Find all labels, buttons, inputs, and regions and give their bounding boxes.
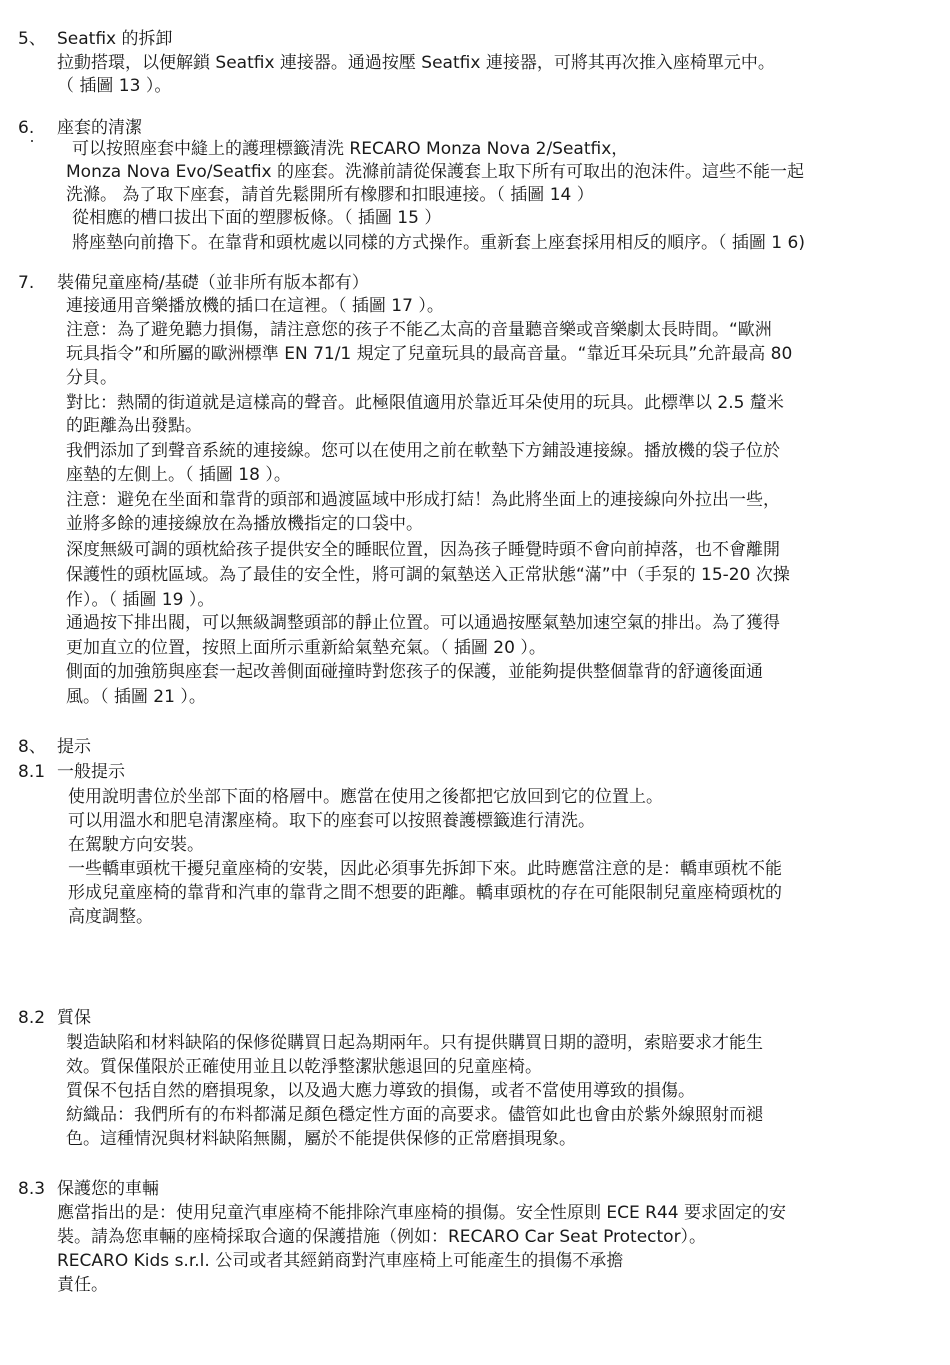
section-8-1-line-1: 使用說明書位於坐部下面的格層中。應當在使用之後都把它放回到它的位置上。	[68, 787, 663, 807]
section-7-line-9: 注意：避免在坐面和靠背的頭部和過渡區域中形成打結！為此將坐面上的連接線向外拉出一些，	[66, 490, 780, 510]
section-6-title: 座套的清潔	[57, 118, 142, 138]
section-7-line-2: 注意：為了避免聽力損傷，請注意您的孩子不能乙太高的音量聽音樂或音樂劇太長時間。“歐洲	[66, 320, 772, 340]
section-7-line-6: 的距離為出發點。	[66, 416, 202, 436]
section-6-line-2: Monza Nova Evo/Seatfix 的座套。洗滌前請從保護套上取下所有可取出的泡沫件。這些不能一起	[66, 162, 805, 182]
section-8-2-title: 質保	[57, 1008, 91, 1028]
section-6-line-4: 從相應的槽口拔出下面的塑膠板條。（ 插圖 15 ）	[72, 208, 442, 228]
section-8-2-line-4: 紡織品：我們所有的布料都滿足顏色穩定性方面的高要求。儘管如此也會由於紫外線照射而褪	[66, 1105, 763, 1125]
section-7-line-1: 連接通用音樂播放機的插口在這裡。（ 插圖 17 ）。	[66, 296, 444, 316]
section-5-line-2: （ 插圖 13 ）。	[57, 76, 172, 96]
section-7-line-5: 對比：熱鬧的街道就是這樣高的聲音。此極限值適用於靠近耳朵使用的玩具。此標準以 2.5 釐米	[66, 393, 784, 413]
section-5-line-1: 拉動搭環，以便解鎖 Seatfix 連接器。通過按壓 Seatfix 連接器，可將其再次推入座椅單元中。	[57, 53, 775, 73]
bullet-dot	[31, 140, 33, 142]
section-8-2-line-1: 製造缺陷和材料缺陷的保修從購買日起為期兩年。只有提供購買日期的證明，索賠要求才能生	[66, 1033, 763, 1053]
section-6-line-5: 將座墊向前擼下。在靠背和頭枕處以同樣的方式操作。重新套上座套採用相反的順序。（ 插圖 1 6)	[72, 233, 805, 253]
section-8-1-line-5: 形成兒童座椅的靠背和汽車的靠背之間不想要的距離。轎車頭枕的存在可能限制兒童座椅頭枕的	[68, 883, 782, 903]
section-7-line-4: 分貝。	[66, 368, 117, 388]
section-7-line-8: 座墊的左側上。（ 插圖 18 ）。	[66, 465, 291, 485]
section-8-1-number: 8.1	[18, 762, 46, 782]
section-8-1-line-3: 在駕駛方向安裝。	[68, 835, 204, 855]
section-7-number: 7.	[18, 273, 35, 293]
section-8-3-line-4: 責任。	[57, 1275, 108, 1295]
section-5-number: 5、	[18, 29, 46, 49]
section-8-2-line-2: 效。質保僅限於正確使用並且以乾淨整潔狀態退回的兒童座椅。	[66, 1057, 542, 1077]
section-7-line-11: 深度無級可調的頭枕給孩子提供安全的睡眠位置，因為孩子睡覺時頭不會向前掉落，也不會離開	[66, 540, 780, 560]
section-7-title: 裝備兒童座椅/基礎（並非所有版本都有）	[57, 273, 369, 293]
section-6-line-3: 洗滌。 為了取下座套，請首先鬆開所有橡膠和扣眼連接。（ 插圖 14 ）	[66, 185, 594, 205]
section-8-2-line-5: 色。這種情況與材料缺陷無關，屬於不能提供保修的正常磨損現象。	[66, 1129, 576, 1149]
section-8-3-number: 8.3	[18, 1179, 46, 1199]
section-8-2-number: 8.2	[18, 1008, 46, 1028]
section-8-1-line-6: 高度調整。	[68, 907, 153, 927]
section-7-line-3: 玩具指令”和所屬的歐洲標準 EN 71/1 規定了兒童玩具的最高音量。“靠近耳朵玩具”允許最高 80	[66, 344, 793, 364]
section-7-line-15: 更加直立的位置，按照上面所示重新給氣墊充氣。（ 插圖 20 ）。	[66, 638, 546, 658]
section-8-3-title: 保護您的車輛	[57, 1179, 159, 1199]
section-8-3-line-2: 裝。請為您車輛的座椅採取合適的保護措施（例如：RECARO Car Seat Protector）。	[57, 1227, 707, 1247]
section-8-2-line-3: 質保不包括自然的磨損現象，以及過大應力導致的損傷，或者不當使用導致的損傷。	[66, 1081, 695, 1101]
section-5-title: Seatfix 的拆卸	[57, 29, 173, 49]
section-7-line-14: 通過按下排出閥，可以無級調整頭部的靜止位置。可以通過按壓氣墊加速空氣的排出。為了獲得	[66, 613, 780, 633]
section-7-line-13: 作）。（ 插圖 19 ）。	[66, 590, 215, 610]
section-8-1-line-2: 可以用溫水和肥皂清潔座椅。取下的座套可以按照養護標籤進行清洗。	[68, 811, 595, 831]
section-8-title: 提示	[57, 737, 91, 757]
section-7-line-7: 我們添加了到聲音系統的連接線。您可以在使用之前在軟墊下方鋪設連接線。播放機的袋子位於	[66, 441, 780, 461]
section-8-3-line-1: 應當指出的是：使用兒童汽車座椅不能排除汽車座椅的損傷。安全性原則 ECE R44 要求固定的安	[57, 1203, 787, 1223]
section-8-1-title: 一般提示	[57, 762, 125, 782]
section-6-line-1: 可以按照座套中縫上的護理標籤清洗 RECARO Monza Nova 2/Seatfix，	[72, 139, 629, 159]
section-8-number: 8、	[18, 737, 46, 757]
section-7-line-16: 側面的加強筋與座套一起改善側面碰撞時對您孩子的保護，並能夠提供整個靠背的舒適後面通	[66, 662, 763, 682]
section-6-number: 6.	[18, 118, 35, 138]
section-7-line-17: 風。（ 插圖 21 ）。	[66, 687, 206, 707]
section-8-1-line-4: 一些轎車頭枕干擾兒童座椅的安裝，因此必須事先拆卸下來。此時應當注意的是：轎車頭枕不能	[68, 859, 782, 879]
section-8-3-line-3: RECARO Kids s.r.l. 公司或者其經銷商對汽車座椅上可能產生的損傷不承擔	[57, 1251, 624, 1271]
section-7-line-10: 並將多餘的連接線放在為播放機指定的口袋中。	[66, 514, 423, 534]
section-7-line-12: 保護性的頭枕區域。為了最佳的安全性，將可調的氣墊送入正常狀態“滿”中（手泵的 15-20 次操	[66, 565, 790, 585]
